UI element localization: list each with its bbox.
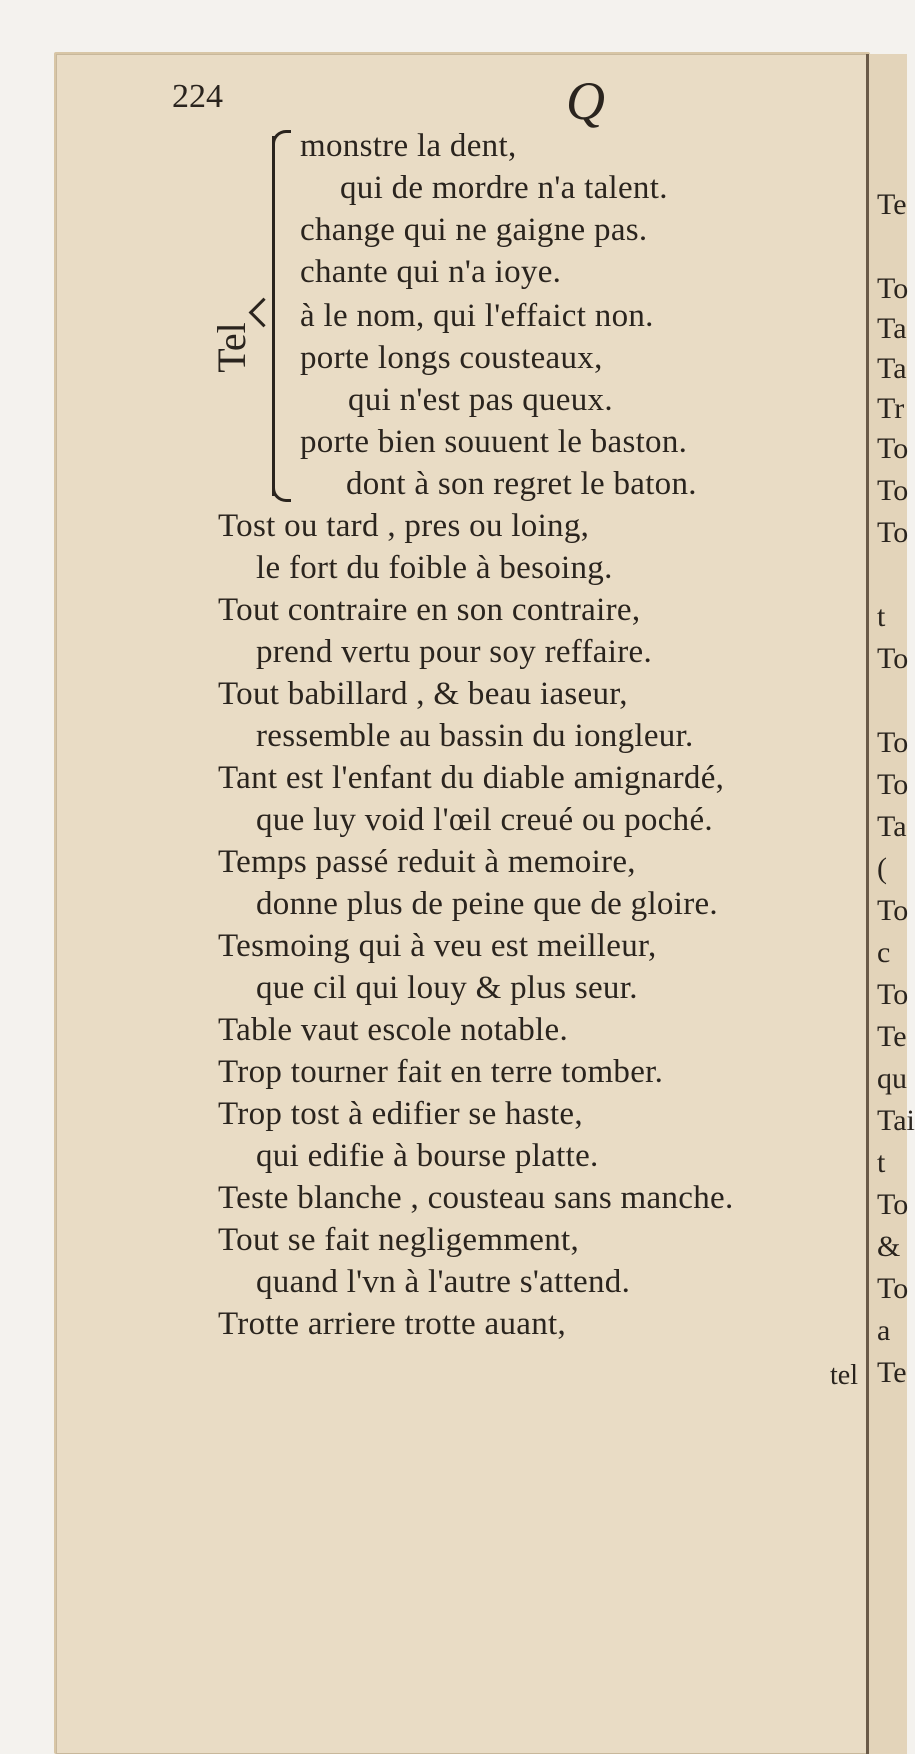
tel-line: porte bien souuent le baston. [300, 424, 688, 460]
proverb-line: que luy void l'œil creué ou poché. [256, 802, 713, 838]
next-page-fragment: Ta [877, 810, 907, 843]
proverb-line: Tesmoing qui à veu est meilleur, [218, 928, 657, 964]
next-page-fragment: Ta [877, 352, 907, 385]
next-page-fragment: To [877, 474, 909, 507]
proverb-line: qui edifie à bourse platte. [256, 1138, 599, 1174]
next-page-fragment: To [877, 894, 909, 927]
proverb-line: Temps passé reduit à memoire, [218, 844, 636, 880]
next-page-fragment: t [877, 600, 886, 633]
next-page-fragment: Ta [877, 312, 907, 345]
next-page-fragment: To [877, 432, 909, 465]
page-number: 224 [172, 78, 223, 115]
tel-label: Tel [208, 322, 254, 373]
next-page-fragment: To [877, 272, 909, 305]
next-page-edge [866, 54, 915, 1754]
brace [272, 136, 299, 496]
proverb-line: le fort du foible à besoing. [256, 550, 613, 586]
proverb-line: Tost ou tard , pres ou loing, [218, 508, 590, 544]
next-page-fragment: To [877, 978, 909, 1011]
next-page-fragment: t [877, 1146, 886, 1179]
page-header [172, 71, 812, 131]
next-page-fragment: To [877, 726, 909, 759]
next-page-fragment: Tai [877, 1104, 915, 1137]
next-page-fragment: ( [877, 852, 887, 885]
proverb-line: donne plus de peine que de gloire. [256, 886, 718, 922]
running-letter: Q [566, 71, 605, 131]
next-page-fragment: Te [877, 1020, 907, 1053]
tel-line: à le nom, qui l'effaict non. [300, 298, 654, 334]
next-page-fragment: Tr [877, 392, 905, 425]
tel-line: change qui ne gaigne pas. [300, 212, 648, 248]
next-page-fragment: To [877, 642, 909, 675]
proverb-line: Tant est l'enfant du diable amignardé, [218, 760, 725, 796]
next-page-fragment: To [877, 768, 909, 801]
catchword: tel [830, 1360, 858, 1391]
tel-line: chante qui n'a ioye. [300, 254, 562, 290]
tel-line: porte longs cousteaux, [300, 340, 603, 376]
next-page-fragment: a [877, 1314, 891, 1347]
next-page-fragment: Te [877, 1356, 907, 1389]
proverb-line: Table vaut escole notable. [218, 1012, 569, 1048]
proverb-line: Tout se fait negligemment, [218, 1222, 580, 1258]
next-page-fragment: qu [877, 1062, 907, 1095]
next-page-fragment: To [877, 1188, 909, 1221]
tel-line: qui de mordre n'a talent. [340, 170, 668, 206]
tel-line: qui n'est pas queux. [348, 382, 613, 418]
proverb-line: Teste blanche , cousteau sans manche. [218, 1180, 734, 1216]
tel-line: dont à son regret le baton. [346, 466, 697, 502]
proverb-line: ressemble au bassin du iongleur. [256, 718, 694, 754]
proverb-line: Tout contraire en son contraire, [218, 592, 641, 628]
next-page-fragment: Te [877, 188, 907, 221]
proverb-line: que cil qui louy & plus seur. [256, 970, 638, 1006]
proverb-line: Trop tost à edifier se haste, [218, 1096, 583, 1132]
proverb-line: Trotte arriere trotte auant, [218, 1306, 567, 1342]
tel-line: monstre la dent, [300, 128, 517, 164]
next-page-fragment: To [877, 1272, 909, 1305]
proverb-line: prend vertu pour soy reffaire. [256, 634, 652, 670]
next-page-fragment: To [877, 516, 909, 549]
proverb-line: quand l'vn à l'autre s'attend. [256, 1264, 631, 1300]
next-page-fragment: c [877, 936, 891, 969]
proverb-line: Tout babillard , & beau iaseur, [218, 676, 628, 712]
proverb-line: Trop tourner fait en terre tomber. [218, 1054, 664, 1090]
next-page-fragment: & [877, 1230, 901, 1263]
